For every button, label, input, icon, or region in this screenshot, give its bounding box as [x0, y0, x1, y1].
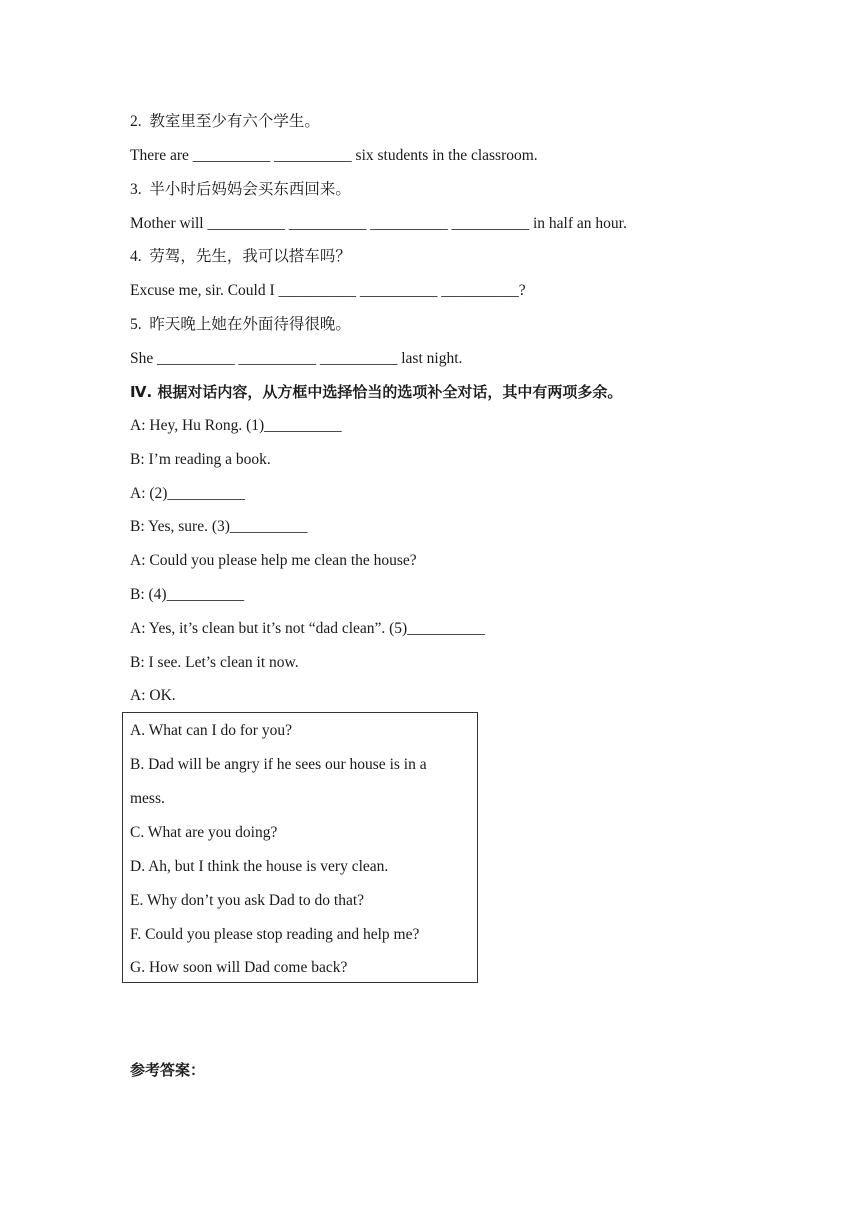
question-3-chinese: 3. 半小时后妈妈会买东西回来。	[130, 181, 351, 198]
option-item: A. What can I do for you?	[130, 722, 292, 739]
option-item: mess.	[130, 790, 165, 807]
question-4-english: Excuse me, sir. Could I __________ __________ __________?	[130, 282, 526, 299]
dialogue-line: B: (4)__________	[130, 586, 245, 603]
dialogue-line: A: Yes, it’s clean but it’s not “dad clean”. (5)__________	[130, 620, 485, 637]
dialogue-line: B: I’m reading a book.	[130, 451, 271, 468]
question-2-chinese: 2. 教室里至少有六个学生。	[130, 113, 320, 130]
dialogue-line: A: (2)__________	[130, 485, 245, 502]
option-item: C. What are you doing?	[130, 824, 278, 841]
option-item: D. Ah, but I think the house is very clean.	[130, 858, 389, 875]
question-3-english: Mother will __________ __________ __________ __________ in half an hour.	[130, 215, 627, 232]
question-4-chinese: 4. 劳驾，先生，我可以搭车吗？	[130, 248, 351, 265]
option-item: F. Could you please stop reading and help me?	[130, 926, 420, 943]
dialogue-line: A: Hey, Hu Rong. (1)__________	[130, 417, 342, 434]
options-box	[122, 712, 478, 983]
dialogue-line: B: Yes, sure. (3)__________	[130, 518, 308, 535]
option-item: B. Dad will be angry if he sees our house is in a	[130, 756, 427, 773]
dialogue-line: A: Could you please help me clean the house?	[130, 552, 417, 569]
answers-heading: 参考答案：	[130, 1061, 206, 1079]
option-item: G. How soon will Dad come back?	[130, 959, 348, 976]
question-5-english: She __________ __________ __________ last night.	[130, 350, 463, 367]
dialogue-line: A: OK.	[130, 687, 176, 704]
section-4-heading: Ⅳ. 根据对话内容，从方框中选择恰当的选项补全对话，其中有两项多余。	[130, 383, 623, 401]
question-5-chinese: 5. 昨天晚上她在外面待得很晚。	[130, 316, 351, 333]
option-item: E. Why don’t you ask Dad to do that?	[130, 892, 365, 909]
dialogue-line: B: I see. Let’s clean it now.	[130, 654, 299, 671]
question-2-english: There are __________ __________ six students in the classroom.	[130, 147, 538, 164]
